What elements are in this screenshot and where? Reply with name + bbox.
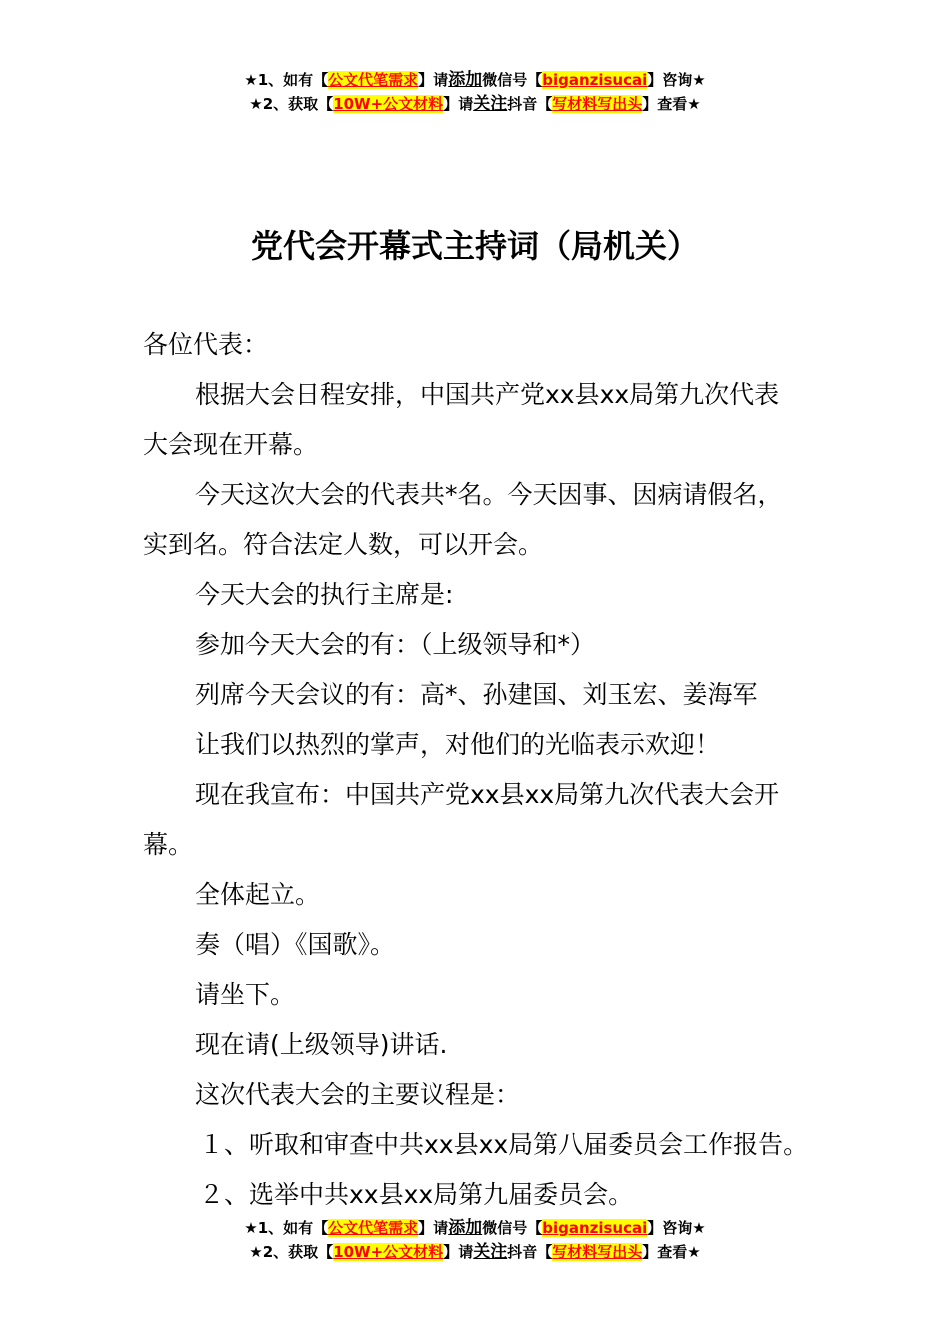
banner-text: 抖音【 <box>507 1243 553 1261</box>
paragraph: 这次代表大会的主要议程是： <box>195 1080 521 1109</box>
banner-text: 】查看★ <box>642 1243 701 1261</box>
paragraph: 现在请(上级领导)讲话. <box>195 1030 448 1059</box>
douyin-id: 写材料写出头 <box>552 95 643 113</box>
document-body <box>143 320 823 1220</box>
banner-line-1 <box>0 68 950 92</box>
banner-text: 】请 <box>418 1219 449 1237</box>
salutation: 各位代表： <box>143 330 269 359</box>
highlight-text: 10W+公文材料 <box>333 95 444 113</box>
banner-line-2 <box>0 1240 950 1264</box>
banner-text: 】咨询★ <box>647 1219 706 1237</box>
top-banner <box>0 68 950 116</box>
banner-text: 】请 <box>443 95 474 113</box>
agenda-item: ２、选举中共xx县xx局第九届委员会。 <box>199 1180 634 1209</box>
paragraph-continuation: 实到名。符合法定人数，可以开会。 <box>143 530 544 559</box>
banner-text: 】请 <box>418 71 449 89</box>
paragraph: 列席今天会议的有：高*、孙建国、刘玉宏、姜海军 <box>195 680 758 709</box>
underlined-text: 添加 <box>448 70 483 90</box>
banner-text: 】请 <box>443 1243 474 1261</box>
paragraph: 今天这次大会的代表共*名。今天因事、因病请假名， <box>195 480 783 509</box>
paragraph: 请坐下。 <box>195 980 296 1009</box>
paragraph: 今天大会的执行主席是: <box>195 580 454 609</box>
underlined-text: 关注 <box>473 94 508 114</box>
highlight-text: 公文代笔需求 <box>328 71 419 89</box>
highlight-text: 10W+公文材料 <box>333 1243 444 1261</box>
underlined-text: 添加 <box>448 1218 483 1238</box>
agenda-item: １、听取和审查中共xx县xx局第八届委员会工作报告。 <box>199 1130 809 1159</box>
banner-text: ★2、获取【 <box>249 95 334 113</box>
paragraph: 全体起立。 <box>195 880 321 909</box>
underlined-text: 关注 <box>473 1242 508 1262</box>
bottom-banner <box>0 1216 950 1264</box>
banner-text: 】查看★ <box>642 95 701 113</box>
douyin-id: 写材料写出头 <box>552 1243 643 1261</box>
banner-text: 微信号【 <box>482 1219 543 1237</box>
paragraph-continuation: 幕。 <box>143 830 194 859</box>
highlight-text: 公文代笔需求 <box>328 1219 419 1237</box>
banner-text: ★1、如有【 <box>244 1219 329 1237</box>
banner-text: 微信号【 <box>482 71 543 89</box>
banner-text: 抖音【 <box>507 95 553 113</box>
banner-text: ★1、如有【 <box>244 71 329 89</box>
wechat-id: biganzisucai <box>542 1219 648 1237</box>
banner-text: 】咨询★ <box>647 71 706 89</box>
paragraph: 根据大会日程安排，中国共产党xx县xx局第九次代表 <box>195 380 780 409</box>
wechat-id: biganzisucai <box>542 71 648 89</box>
document-title: 党代会开幕式主持词（局机关） <box>250 227 699 265</box>
paragraph-continuation: 大会现在开幕。 <box>143 430 319 459</box>
banner-line-2 <box>0 92 950 116</box>
paragraph: 现在我宣布：中国共产党xx县xx局第九次代表大会开 <box>195 780 780 809</box>
paragraph: 让我们以热烈的掌声，对他们的光临表示欢迎！ <box>195 730 721 759</box>
paragraph: 参加今天大会的有：（上级领导和*） <box>195 630 596 659</box>
banner-line-1 <box>0 1216 950 1240</box>
banner-text: ★2、获取【 <box>249 1243 334 1261</box>
paragraph: 奏（唱）《国歌》。 <box>195 930 396 959</box>
